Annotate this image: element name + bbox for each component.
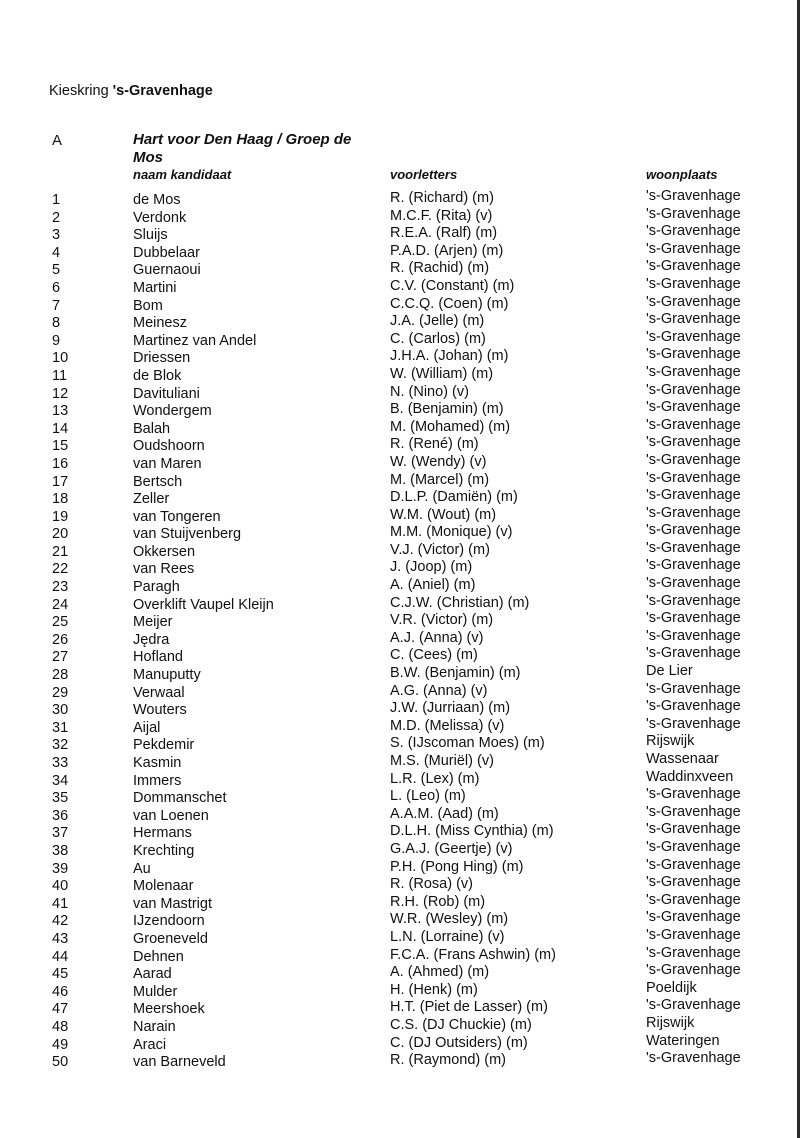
kieskring-label: Kieskring [49,83,109,99]
candidate-row [0,645,800,666]
candidate-name: van Loenen [133,807,209,824]
candidate-initials: M. (Mohamed) (m) [390,418,511,435]
candidate-number: 9 [52,332,61,349]
candidate-name: Bom [133,297,163,314]
candidate-initials: S. (IJscoman Moes) (m) [390,735,545,752]
candidate-row [0,399,800,420]
candidate-residence: 's-Gravenhage [646,223,741,240]
candidate-row [0,557,800,578]
candidate-residence: Wateringen [646,1032,720,1049]
candidate-residence: 's-Gravenhage [646,856,741,873]
candidate-initials: C.C.Q. (Coen) (m) [390,295,509,312]
candidate-name: van Tongeren [133,508,221,525]
candidate-name: van Rees [133,561,195,578]
candidate-number: 7 [52,297,61,314]
candidate-number: 50 [52,1054,69,1071]
candidate-initials: L. (Leo) (m) [390,788,466,805]
candidate-name: Wouters [133,702,187,719]
candidate-number: 34 [52,772,69,789]
candidate-row [0,470,800,488]
candidate-row [0,874,800,895]
candidate-name: Araci [133,1036,167,1053]
candidate-residence: 's-Gravenhage [646,205,741,222]
candidate-initials: L.N. (Lorraine) (v) [390,928,505,945]
candidate-name: Dubbelaar [133,244,200,261]
candidate-number: 39 [52,860,69,877]
candidate-residence: 's-Gravenhage [646,680,741,697]
candidate-residence: 's-Gravenhage [646,557,741,574]
candidate-number: 24 [52,596,69,613]
candidate-initials: P.A.D. (Arjen) (m) [390,242,504,259]
candidate-residence: 's-Gravenhage [646,399,741,416]
candidate-row [0,575,800,596]
candidate-residence: 's-Gravenhage [646,434,741,451]
candidate-initials: D.L.P. (Damiën) (m) [390,489,518,506]
candidate-name: Molenaar [133,878,194,895]
candidate-residence: 's-Gravenhage [646,240,741,257]
candidate-number: 45 [52,966,69,983]
candidate-row [0,927,800,945]
candidate-name: Dehnen [133,948,184,965]
candidate-name: Jędra [133,631,170,648]
candidate-row [0,663,800,684]
candidate-initials: C. (Cees) (m) [390,647,478,664]
kieskring-heading [49,83,213,99]
list-name: Hart voor Den Haag / Groep de Mos [133,131,352,166]
candidate-initials: W. (Wendy) (v) [390,453,487,470]
candidate-row [0,452,800,470]
candidate-residence: 's-Gravenhage [646,944,741,961]
candidate-number: 8 [52,315,61,332]
candidate-residence: 's-Gravenhage [646,645,741,662]
candidate-row [0,364,800,382]
candidate-name: Hermans [133,825,192,842]
candidate-initials: D.L.H. (Miss Cynthia) (m) [390,823,554,840]
candidate-initials: H. (Henk) (m) [390,981,478,998]
candidate-row [0,294,800,312]
candidate-row [0,1033,800,1051]
column-header-voorletters: voorletters [390,167,458,182]
candidate-name: Zeller [133,491,170,508]
candidate-residence: 's-Gravenhage [646,522,741,539]
candidate-row [0,434,800,455]
candidate-number: 41 [52,895,69,912]
candidate-residence: 's-Gravenhage [646,838,741,855]
candidate-residence: 's-Gravenhage [646,293,741,310]
candidate-row [0,346,800,367]
candidate-initials: G.A.J. (Geertje) (v) [390,840,513,857]
candidate-row [0,909,800,930]
candidate-name: Dommanschet [133,790,227,807]
candidate-residence: 's-Gravenhage [646,188,741,204]
candidate-name: Verdonk [133,209,187,226]
candidate-name: Meershoek [133,1001,205,1018]
candidate-residence: 's-Gravenhage [646,786,741,803]
candidate-residence: 's-Gravenhage [646,416,741,433]
candidate-initials: J.A. (Jelle) (m) [390,313,485,330]
candidate-number: 32 [52,737,69,754]
candidate-initials: R. (Rosa) (v) [390,876,473,893]
candidate-row [0,188,800,206]
candidate-name: Hofland [133,649,183,666]
candidate-number: 42 [52,913,69,930]
candidate-row [0,487,800,508]
candidate-name: Verwaal [133,684,185,701]
candidate-residence: 's-Gravenhage [646,891,741,908]
candidate-name: Mulder [133,983,178,1000]
candidate-initials: W.M. (Wout) (m) [390,506,497,523]
candidate-row [0,681,800,699]
candidate-number: 28 [52,667,69,684]
candidate-name: Kasmin [133,755,182,771]
candidate-initials: C. (Carlos) (m) [390,330,486,347]
candidate-name: Oudshoorn [133,438,205,455]
candidate-row [0,382,800,400]
candidate-row [0,733,800,754]
candidate-residence: 's-Gravenhage [646,926,741,943]
candidate-residence: 's-Gravenhage [646,592,741,609]
candidate-initials: A. (Aniel) (m) [390,577,476,594]
candidate-residence: 's-Gravenhage [646,258,741,275]
candidate-number: 49 [52,1036,69,1053]
candidate-row [0,962,800,983]
candidate-residence: 's-Gravenhage [646,311,741,328]
candidate-initials: H.T. (Piet de Lasser) (m) [390,999,548,1016]
candidate-name: Overklift Vaupel Kleijn [133,596,274,613]
candidate-name: van Mastrigt [133,895,212,912]
candidate-row [0,540,800,558]
candidate-initials: V.J. (Victor) (m) [390,541,490,558]
candidate-name: Au [133,860,151,877]
candidate-number: 3 [52,227,61,244]
candidate-name: Meinesz [133,315,187,332]
candidate-number: 17 [52,473,69,490]
candidate-number: 14 [52,420,69,437]
candidate-name: van Barneveld [133,1054,226,1071]
candidate-initials: L.R. (Lex) (m) [390,770,480,787]
candidate-initials: C. (DJ Outsiders) (m) [390,1034,528,1051]
candidate-number: 40 [52,878,69,895]
candidate-residence: 's-Gravenhage [646,504,741,521]
list-letter: A [52,132,63,149]
candidate-initials: J.H.A. (Johan) (m) [390,348,509,365]
candidate-number: 20 [52,526,69,543]
column-header-naam: naam kandidaat [133,167,232,182]
candidate-residence: 's-Gravenhage [646,698,741,715]
candidate-residence: De Lier [646,663,693,680]
candidate-row [0,1050,800,1071]
candidate-initials: A.G. (Anna) (v) [390,682,488,699]
candidate-name: Narain [133,1018,176,1035]
candidate-row [0,698,800,719]
candidate-row [0,241,800,259]
candidate-row [0,311,800,332]
candidate-number: 12 [52,385,69,402]
candidate-row [0,593,800,611]
candidate-residence: 's-Gravenhage [646,803,741,820]
candidate-name: Aarad [133,966,172,983]
candidate-initials: A.A.M. (Aad) (m) [390,805,499,822]
candidate-residence: Rijswijk [646,733,695,750]
candidate-initials: P.H. (Pong Hing) (m) [390,858,524,875]
candidate-residence: 's-Gravenhage [646,874,741,891]
candidate-row [0,505,800,523]
candidate-row [0,839,800,857]
candidate-row [0,628,800,646]
candidate-number: 44 [52,948,69,965]
candidate-residence: 's-Gravenhage [646,381,741,398]
candidate-initials: R. (René) (m) [390,436,479,453]
candidate-initials: A.J. (Anna) (v) [390,629,484,646]
candidate-number: 4 [52,244,61,261]
candidate-name: Meijer [133,614,173,631]
candidate-number: 43 [52,930,69,947]
candidate-initials: M.C.F. (Rita) (v) [390,207,493,224]
candidate-number: 21 [52,543,69,560]
candidate-residence: 's-Gravenhage [646,821,741,838]
candidate-name: Martini [133,279,177,296]
candidate-initials: R.H. (Rob) (m) [390,893,486,910]
candidate-initials: C.J.W. (Christian) (m) [390,594,530,611]
candidate-number: 38 [52,842,69,859]
candidate-number: 25 [52,614,69,631]
candidate-residence: 's-Gravenhage [646,328,741,345]
candidate-rows [0,188,800,1071]
candidate-number: 23 [52,579,69,596]
candidate-name: Okkersen [133,543,196,560]
candidate-row [0,821,800,842]
candidate-row [0,751,800,769]
candidate-number: 46 [52,983,69,1000]
candidate-number: 33 [52,755,69,771]
candidate-residence: 's-Gravenhage [646,715,741,732]
candidate-number: 31 [52,719,69,736]
candidate-residence: 's-Gravenhage [646,539,741,556]
candidate-initials: J.W. (Jurriaan) (m) [390,700,511,717]
candidate-initials: C.V. (Constant) (m) [390,277,515,294]
candidate-name: Aijal [133,719,161,736]
candidate-row [0,522,800,543]
candidate-row [0,716,800,734]
candidate-name: van Stuijvenberg [133,526,242,543]
candidate-residence: 's-Gravenhage [646,610,741,627]
candidate-number: 13 [52,403,69,420]
candidate-row [0,980,800,998]
candidate-number: 26 [52,631,69,648]
candidate-number: 16 [52,455,69,472]
candidate-residence: Wassenaar [646,751,719,767]
candidate-row [0,610,800,631]
candidate-initials: F.C.A. (Frans Ashwin) (m) [390,946,556,963]
candidate-name: Driessen [133,350,191,367]
candidate-number: 47 [52,1001,69,1018]
candidate-row [0,223,800,244]
candidate-residence: Waddinxveen [646,768,734,785]
candidate-number: 2 [52,209,61,226]
candidate-name: de Mos [133,192,181,208]
candidate-number: 48 [52,1018,69,1035]
candidate-number: 10 [52,350,69,367]
candidate-name: Immers [133,772,182,789]
candidate-row [0,276,800,294]
candidate-residence: 's-Gravenhage [646,451,741,468]
candidate-number: 18 [52,491,69,508]
candidate-name: van Maren [133,455,202,472]
candidate-residence: Poeldijk [646,979,697,996]
candidate-number: 37 [52,825,69,842]
candidate-row [0,329,800,347]
candidate-row [0,769,800,787]
candidate-number: 1 [52,192,61,208]
candidate-residence: 's-Gravenhage [646,575,741,592]
candidate-initials: B.W. (Benjamin) (m) [390,665,521,682]
candidate-name: Groeneveld [133,930,208,947]
candidate-row [0,786,800,807]
candidate-number: 30 [52,702,69,719]
candidate-name: Krechting [133,842,195,859]
candidate-residence: 's-Gravenhage [646,469,741,486]
candidate-name: Sluijs [133,227,168,244]
candidate-number: 15 [52,438,69,455]
candidate-number: 22 [52,561,69,578]
candidate-residence: 's-Gravenhage [646,487,741,504]
candidate-number: 35 [52,790,69,807]
candidate-initials: R. (Rachid) (m) [390,260,490,277]
candidate-initials: N. (Nino) (v) [390,383,469,400]
candidate-initials: R.E.A. (Ralf) (m) [390,225,498,242]
candidate-number: 27 [52,649,69,666]
candidate-residence: 's-Gravenhage [646,997,741,1014]
candidate-row [0,945,800,963]
candidate-name: Pekdemir [133,737,195,754]
candidate-name: Paragh [133,579,180,596]
kieskring-name: 's-Gravenhage [112,83,213,99]
candidate-number: 19 [52,508,69,525]
candidate-residence: 's-Gravenhage [646,962,741,979]
candidate-name: Wondergem [133,403,212,420]
candidate-initials: J. (Joop) (m) [390,559,473,576]
candidate-row [0,258,800,279]
candidate-name: Bertsch [133,473,183,490]
candidate-initials: B. (Benjamin) (m) [390,401,504,418]
candidate-name: Martinez van Andel [133,332,257,349]
candidate-residence: 's-Gravenhage [646,1050,741,1067]
candidate-row [0,206,800,224]
candidate-initials: M.S. (Muriël) (v) [390,753,494,769]
candidate-name: Manuputty [133,667,201,684]
candidate-number: 6 [52,279,61,296]
candidate-name: Balah [133,420,171,437]
candidate-initials: V.R. (Victor) (m) [390,612,494,629]
candidate-residence: 's-Gravenhage [646,909,741,926]
candidate-initials: M.M. (Monique) (v) [390,524,513,541]
candidate-initials: W. (William) (m) [390,365,494,382]
candidate-residence: 's-Gravenhage [646,627,741,644]
candidate-initials: C.S. (DJ Chuckie) (m) [390,1016,532,1033]
candidate-number: 5 [52,262,61,279]
candidate-number: 36 [52,807,69,824]
candidate-residence: 's-Gravenhage [646,363,741,380]
candidate-row [0,1015,800,1033]
candidate-name: Guernaoui [133,262,201,279]
candidate-name: de Blok [133,367,182,384]
candidate-residence: 's-Gravenhage [646,275,741,292]
candidate-row [0,804,800,822]
candidate-name: Davituliani [133,385,200,402]
candidate-residence: 's-Gravenhage [646,346,741,363]
candidate-row [0,417,800,435]
candidate-initials: M.D. (Melissa) (v) [390,717,505,734]
candidate-row [0,892,800,910]
candidate-initials: R. (Richard) (m) [390,190,494,206]
candidate-name: IJzendoorn [133,913,205,930]
candidate-residence: Rijswijk [646,1014,695,1031]
candidate-row [0,997,800,1018]
candidate-initials: M. (Marcel) (m) [390,471,490,488]
candidate-number: 11 [52,367,68,384]
candidate-initials: A. (Ahmed) (m) [390,964,490,981]
candidate-row [0,857,800,875]
candidate-initials: R. (Raymond) (m) [390,1052,507,1069]
candidate-initials: W.R. (Wesley) (m) [390,911,509,928]
candidate-number: 29 [52,684,69,701]
column-header-woonplaats: woonplaats [646,167,718,182]
